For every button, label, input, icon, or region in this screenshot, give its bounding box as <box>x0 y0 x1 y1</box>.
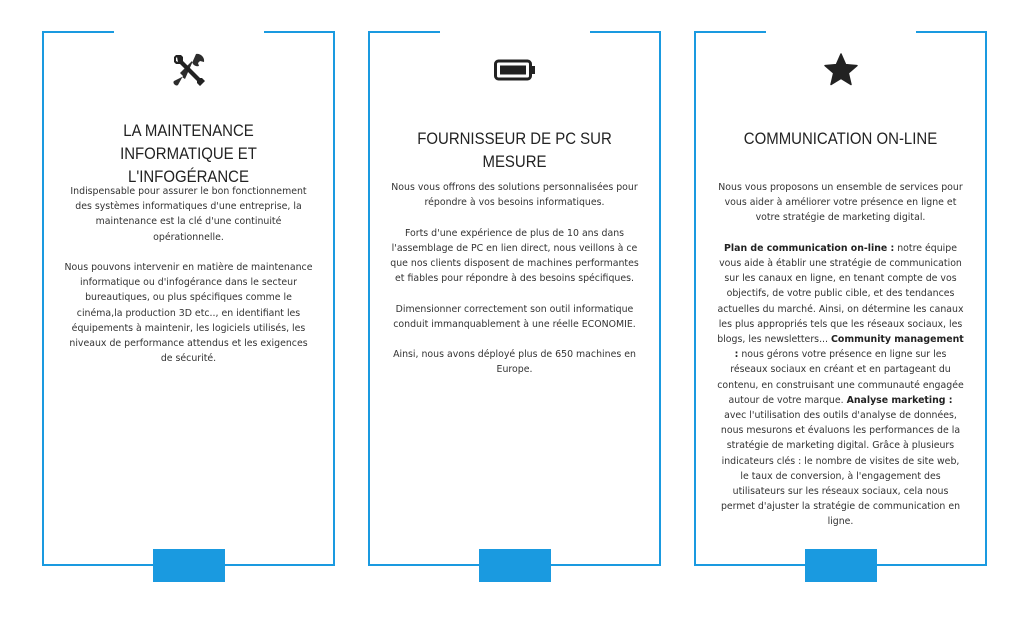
card-paragraph: Nous vous proposons un ensemble de services pour vous aider à améliorer votre présence en ligne et votre stratégie de marketing digital. <box>718 182 963 224</box>
card-cta-button[interactable] <box>805 549 877 582</box>
service-card-communication <box>694 31 987 566</box>
paragraph-text: avec l'utilisation des outils d'analyse de données, nous mesurons et évaluons les performances de la stratégie de marketing digital. Grâce à plusieurs indicateurs clés : le nombre de visites de site web, le taux de conversion, à l'engagement des utilisateurs sur les réseaux sociaux, cela nous permet d'ajuster la stratégie de communication en ligne. <box>720 410 961 528</box>
border-gap <box>440 31 590 33</box>
bold-label: Analyse marketing : <box>846 394 953 406</box>
card-paragraph: Nous vous offrons des solutions personnalisées pour répondre à vos besoins informatiques. <box>391 182 638 209</box>
card-title-line: COMMUNICATION ON-LINE <box>743 129 938 148</box>
card-description <box>716 180 965 545</box>
card-title <box>396 127 633 173</box>
card-paragraph: Dimensionner correctement son outil informatique conduit immanquablement à une réelle ECONOMIE. <box>393 303 636 330</box>
card-paragraph: Indispensable pour assurer le bon fonctionnement des systèmes informatiques d'une entreprise, la maintenance est la clé d'une continuité opérationnelle. <box>70 186 307 243</box>
border-gap <box>766 31 916 33</box>
service-card-pc <box>368 31 661 566</box>
card-title-line: L'INFOGÉRANCE <box>128 167 249 186</box>
card-cta-button[interactable] <box>153 549 225 582</box>
paragraph-text: nous gérons votre présence en ligne sur les réseaux sociaux en créant et en partageant du contenu, en construisant une communauté engagée autour de votre marque. <box>717 349 964 406</box>
card-paragraph: Forts d'une expérience de plus de 10 ans dans l'assemblage de PC en lien direct, nous veillons à ce que nos clients disposent de machines performantes et fiables pour répondre à des besoins spécifiques. <box>390 227 639 285</box>
bold-label: Plan de communication on-line : <box>724 242 895 254</box>
bold-label: Community management : <box>734 334 964 361</box>
paragraph-text: notre équipe vous aide à établir une stratégie de communication sur les canaux en ligne, en tenant compte de vos objectifs, de votre public cible, et des tendances actuelles du marché. Ainsi, on détermine les canaux les plus appropriés tels que les réseaux sociaux, les blogs, les newsletters... <box>717 242 964 346</box>
tools-icon <box>44 50 333 90</box>
card-paragraph: Nous pouvons intervenir en matière de maintenance informatique ou d'infogérance dans le secteur bureautiques, ou plus spécifiques comme le cinéma,la production 3D etc.., en identifiant les équipements à maintenir, les logiciels utilisés, les niveaux de performance attendus et les exigences de sécurité. <box>64 262 313 365</box>
card-paragraph <box>716 241 965 530</box>
card-cta-button[interactable] <box>479 549 551 582</box>
star-icon <box>696 50 985 90</box>
card-description <box>390 180 639 393</box>
card-title <box>70 119 307 188</box>
service-card-maintenance <box>42 31 335 566</box>
border-gap <box>114 31 264 33</box>
card-description <box>64 184 313 382</box>
battery-icon <box>370 50 659 90</box>
card-title-line: LA MAINTENANCE INFORMATIQUE ET <box>120 121 257 163</box>
card-title-line: FOURNISSEUR DE PC SUR MESURE <box>417 129 612 171</box>
card-paragraph: Ainsi, nous avons déployé plus de 650 machines en Europe. <box>393 349 636 376</box>
card-title <box>722 127 959 150</box>
